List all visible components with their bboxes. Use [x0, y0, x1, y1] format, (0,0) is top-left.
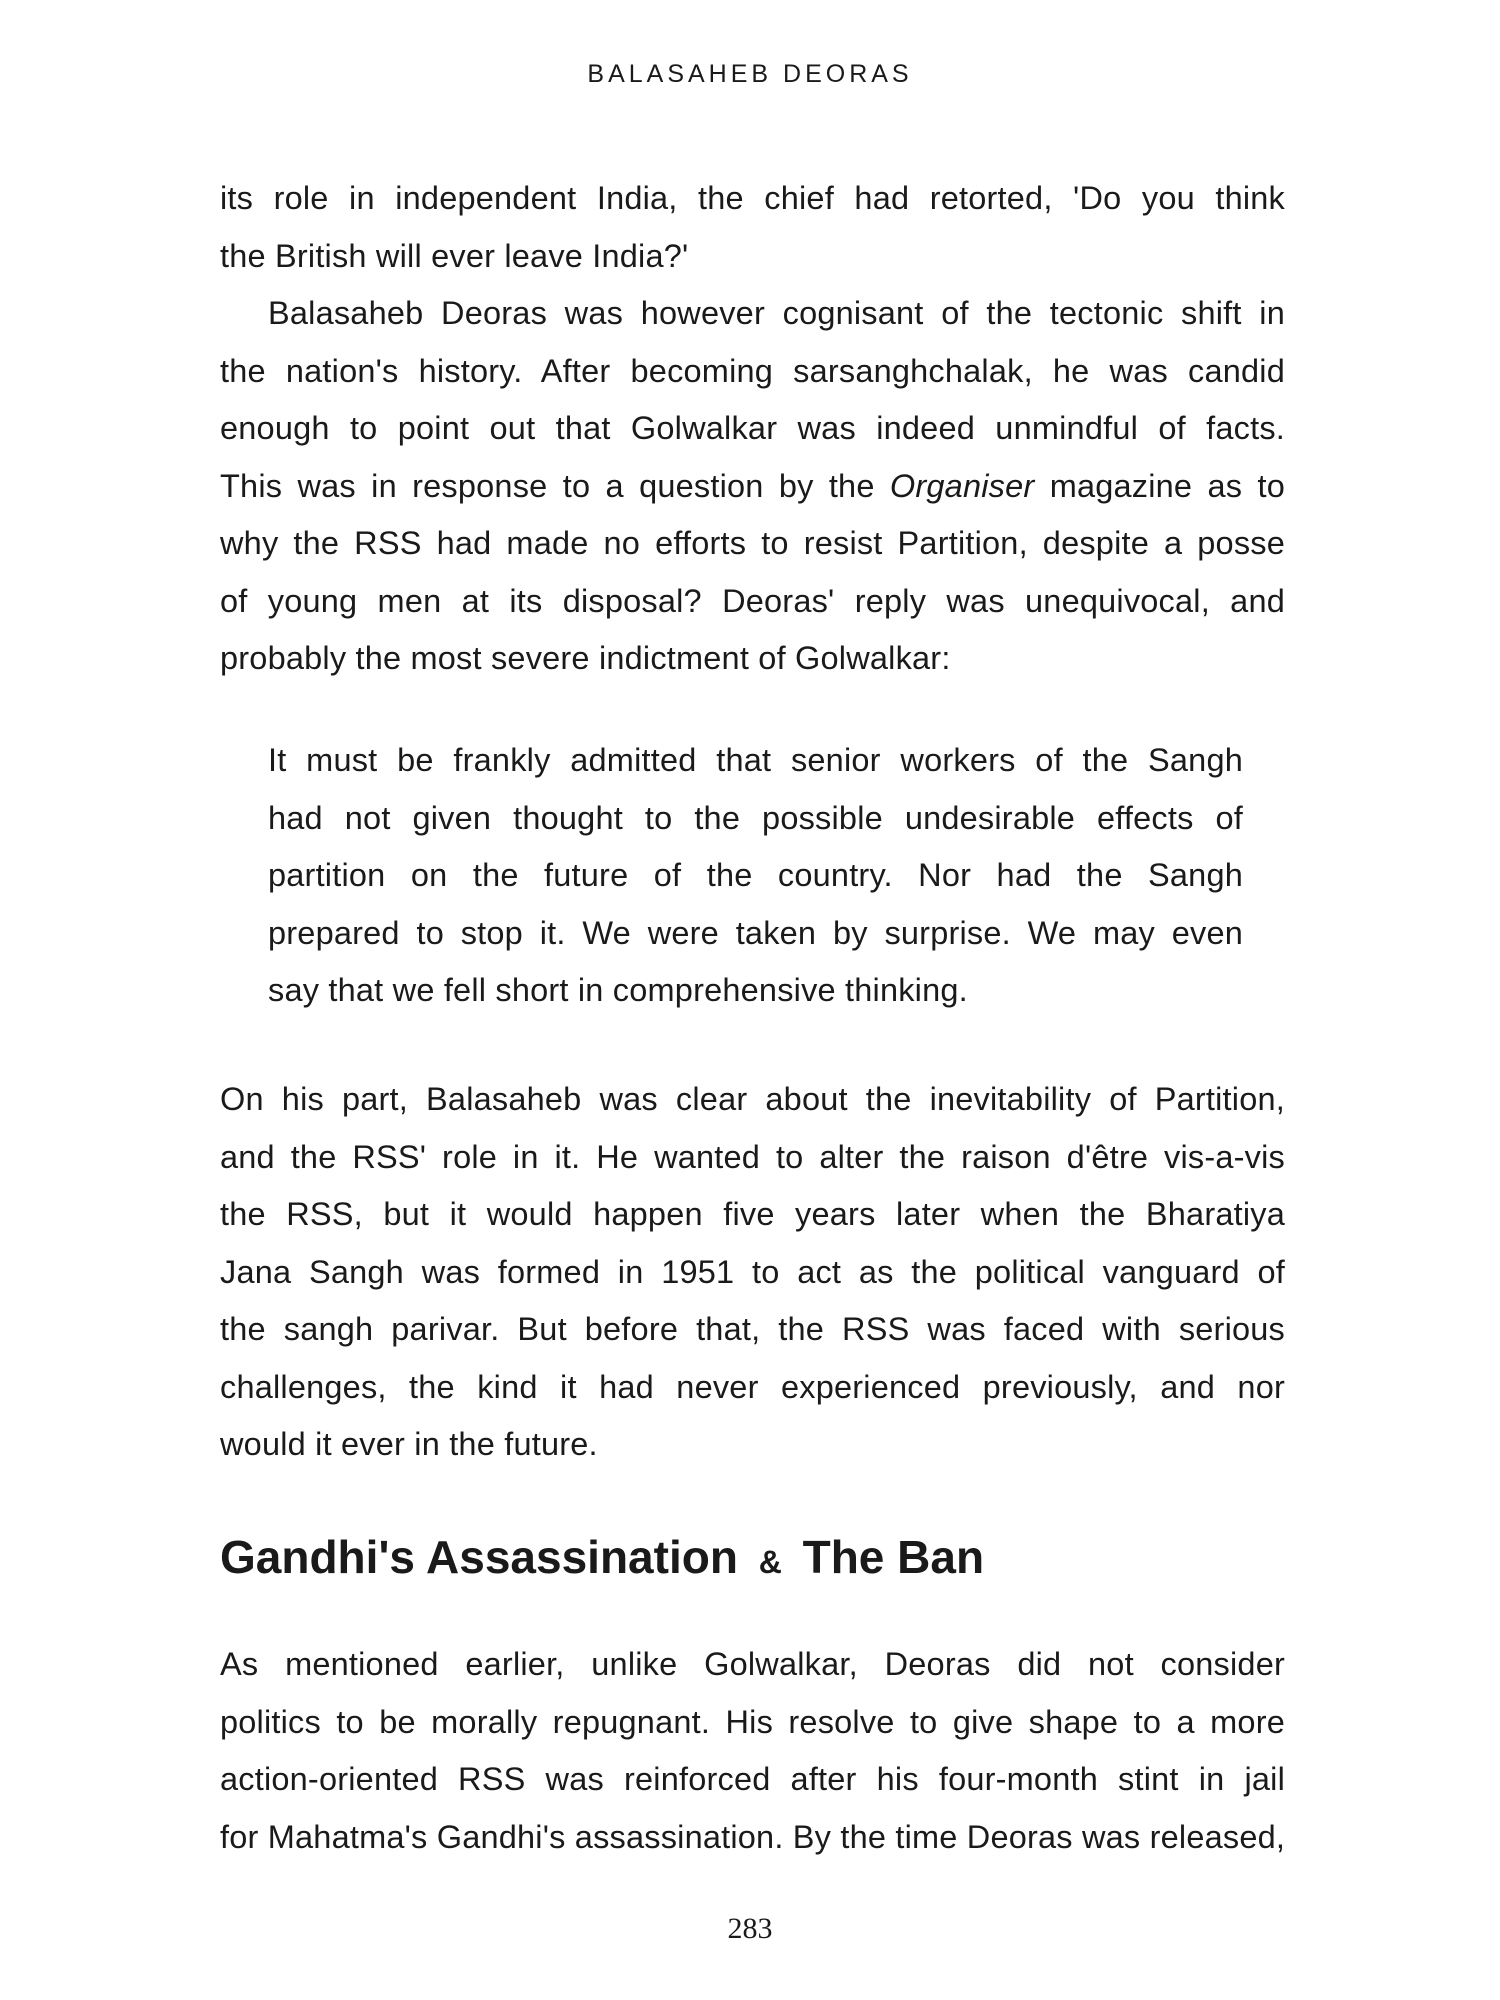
quote-line: had not given thought to the possible undesirable effects of: [268, 799, 1243, 836]
heading-part: Gandhi's Assassination: [220, 1531, 738, 1583]
paragraph: [220, 1636, 1285, 1866]
text-line: its role in independent India, the chief had retorted, 'Do you think: [220, 180, 1285, 216]
paragraph-continuation: [220, 170, 1285, 285]
text-line: Jana Sangh was formed in 1951 to act as the political vanguard of: [220, 1253, 1285, 1290]
text-run: This was in response to a question by the: [220, 467, 890, 504]
text-line: the nation's history. After becoming sarsanghchalak, he was candid: [220, 352, 1285, 389]
text-line: the sangh parivar. But before that, the RSS was faced with serious: [220, 1311, 1285, 1347]
text-line: for Mahatma's Gandhi's assassination. By the time Deoras was released,: [220, 1818, 1286, 1855]
text-line: the RSS, but it would happen five years later when the Bharatiya: [220, 1196, 1285, 1232]
paragraph: [220, 285, 1285, 688]
text-line-with-italic: [220, 458, 1285, 516]
text-line: enough to point out that Golwalkar was indeed unmindful of facts.: [220, 410, 1285, 446]
text-line: the British will ever leave India?': [220, 237, 689, 274]
text-line: Balasaheb Deoras was however cognisant of the tectonic shift in: [268, 295, 1285, 331]
text-line: why the RSS had made no efforts to resist Partition, despite a posse: [220, 525, 1285, 561]
text-line: As mentioned earlier, unlike Golwalkar, Deoras did not consider: [220, 1646, 1285, 1682]
page-number: 283: [727, 1912, 773, 1945]
text-line: On his part, Balasaheb was clear about the inevitability of Partition,: [220, 1081, 1285, 1117]
heading-ampersand: &: [758, 1544, 782, 1580]
paragraph: [220, 1071, 1285, 1474]
quote-line: It must be frankly admitted that senior workers of the Sangh: [268, 742, 1243, 778]
section-heading: [220, 1530, 984, 1584]
text-line: challenges, the kind it had never experienced previously, and nor: [220, 1368, 1285, 1405]
text-line: politics to be morally repugnant. His resolve to give shape to a more: [220, 1703, 1285, 1740]
text-line: and the RSS' role in it. He wanted to alter the raison d'être vis-a-vis: [220, 1138, 1285, 1175]
text-line: would it ever in the future.: [220, 1426, 598, 1462]
text-line: of young men at its disposal? Deoras' reply was unequivocal, and: [220, 582, 1285, 619]
quote-line: partition on the future of the country. Nor had the Sangh: [268, 857, 1243, 893]
heading-part: The Ban: [802, 1531, 985, 1583]
block-quote: [268, 732, 1243, 1020]
publication-title: Organiser: [889, 467, 1035, 504]
quote-line: say that we fell short in comprehensive thinking.: [268, 972, 968, 1008]
text-run: magazine as to: [1034, 467, 1286, 504]
running-head: BALASAHEB DEORAS: [587, 60, 913, 88]
text-line: action-oriented RSS was reinforced after his four-month stint in jail: [220, 1761, 1285, 1797]
text-line: probably the most severe indictment of Golwalkar:: [220, 640, 951, 676]
quote-line: prepared to stop it. We were taken by surprise. We may even: [268, 914, 1243, 951]
